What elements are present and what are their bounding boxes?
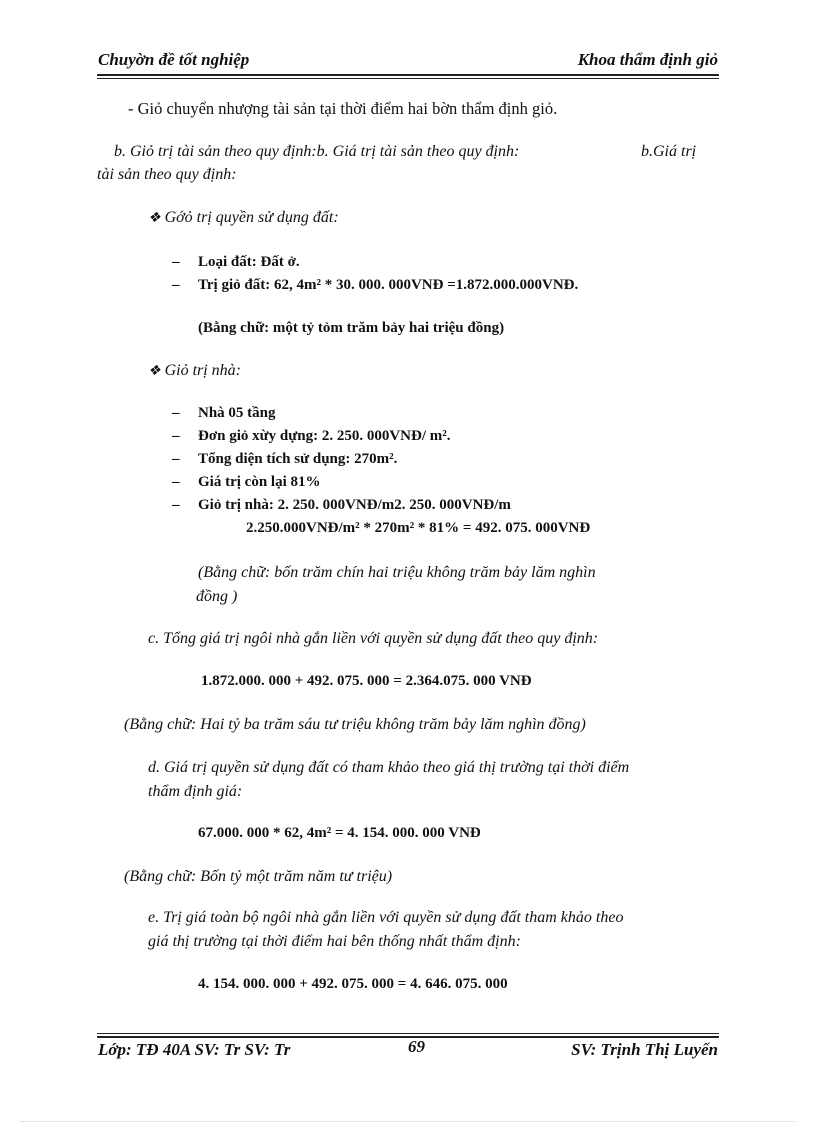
section-c-title: c. Tổng giá trị ngôi nhà gắn liền với quyền sử dụng đất theo quy định: [148,630,599,647]
house-item [172,405,276,422]
house-remaining-value: Giá trị còn lại 81% [198,474,321,490]
land-type: Loại đất: Đất ở. [198,254,300,270]
section-d-title: d. Giá trị quyền sử dụng đất có tham khảo theo giá thị trường tại thời điểm [148,759,630,776]
house-floors: Nhà 05 tầng [198,405,276,421]
house-item [172,451,397,468]
section-b-title-tail: b.Giá trị [641,143,697,160]
section-e-title-cont: giá thị trường tại thời điểm hai bên thống nhất thẩm định: [148,933,521,950]
house-value: Giỏ trị nhà: 2. 250. 000VNĐ/m2. 250. 000VNĐ/m [198,497,511,513]
land-item [172,254,300,271]
diamond-bullet-icon: ❖ [148,364,161,379]
dash-bullet: – [172,474,180,490]
house-value-in-words-cont: đồng ) [196,588,238,605]
section-d-words: (Bằng chữ: Bốn tỷ một trăm năm tư triệu) [124,868,393,885]
section-e-title: e. Trị giá toàn bộ ngôi nhà gắn liền với quyền sử dụng đất tham khảo theo [148,909,624,926]
section-c-words: (Bằng chữ: Hai tỷ ba trăm sáu tư triệu không trăm bảy lăm nghìn đồng) [124,716,586,733]
section-c-calc: 1.872.000. 000 + 492. 075. 000 = 2.364.075. 000 VNĐ [201,673,532,689]
land-value-heading-text: Gớỏ trị quyền sử dụng đất: [164,209,339,226]
header-rule-thin [97,78,719,79]
section-d-title-cont: thẩm định giá: [148,783,243,800]
section-d-calc: 67.000. 000 * 62, 4m² = 4. 154. 000. 000 VNĐ [198,825,481,841]
dash-bullet: – [172,405,180,421]
dash-bullet: – [172,277,180,293]
header-rule [97,74,719,76]
house-item [172,428,451,445]
section-e-calc: 4. 154. 000. 000 + 492. 075. 000 = 4. 646. 075. 000 [198,976,508,992]
land-value: Trị giỏ đất: 62, 4m² * 30. 000. 000VNĐ =1.872.000.000VNĐ. [198,277,579,293]
section-b-title-cont: tài sản theo quy định: [97,166,237,183]
land-value-heading [148,209,339,227]
land-item [172,277,578,294]
header-left: Chuyờn đề tốt nghiệp [98,50,250,69]
house-value-heading-text: Giỏ trị nhà: [164,362,242,379]
house-value-in-words: (Bằng chữ: bốn trăm chín hai triệu không trăm bảy lăm nghìn [198,564,596,581]
page-bottom-dotted-border [20,1121,796,1122]
house-item [172,474,321,491]
page-number: 69 [408,1037,425,1056]
dash-bullet: – [172,451,180,467]
dash-bullet: – [172,254,180,270]
header-right: Khoa thẩm định giỏ [577,50,718,69]
footer-class: Lớp: TĐ 40A SV: Tr SV: Tr [98,1040,291,1059]
house-value-calc: 2.250.000VNĐ/m² * 270m² * 81% = 492. 075. 000VNĐ [246,520,591,536]
transfer-price-line: - Giỏ chuyển nhượng tài sản tại thời điểm hai bờn thẩm định giỏ. [128,99,558,118]
house-area: Tổng diện tích sử dụng: 270m². [198,451,398,467]
section-b-title: b. Giỏ trị tài sản theo quy định:b. Giá trị tài sản theo quy định: [114,143,520,160]
house-item [172,497,511,514]
diamond-bullet-icon: ❖ [148,211,161,226]
footer-student: SV: Trịnh Thị Luyến [571,1040,718,1059]
dash-bullet: – [172,497,180,513]
house-value-heading [148,362,241,380]
land-value-in-words: (Bằng chữ: một tỷ tỏm trăm bảy hai triệu đồng) [198,320,505,336]
house-unit-price: Đơn giỏ xừy dựng: 2. 250. 000VNĐ/ m². [198,428,451,444]
dash-bullet: – [172,428,180,444]
footer-rule-thin [97,1033,719,1034]
